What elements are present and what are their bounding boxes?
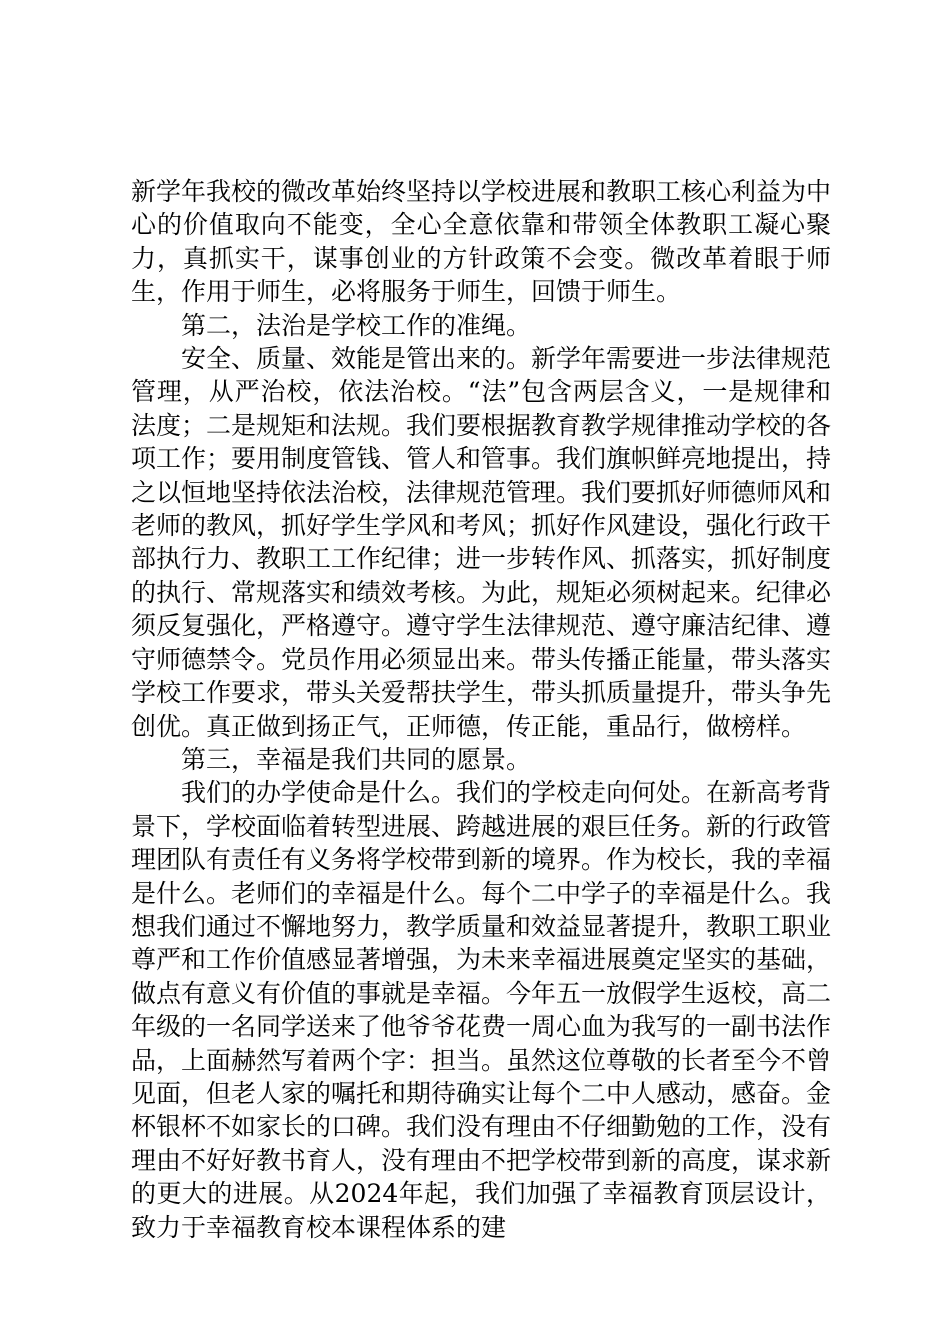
section-heading-3: 第三，幸福是我们共同的愿景。 xyxy=(181,744,532,774)
document-body xyxy=(131,175,831,1244)
paragraph-3: 我们的办学使命是什么。我们的学校走向何处。在新高考背景下，学校面临着转型进展、跨越进展的艰巨任务。新的行政管理团队有责任有义务将学校带到新的境界。作为校长，我的幸福是什么。老师们的幸福是什么。每个二中学子的幸福是什么。我想我们通过不懈地努力，教学质量和效益显著提升，教职工职业尊严和工作价值感显著增强，为未来幸福进展奠定坚实的基础，做点有意义有价值的事就是幸福。今年五一放假学生返校，高二年级的一名同学送来了他爷爷花费一周心血为我写的一副书法作品，上面赫然写着两个字：担当。虽然这位尊敬的长者至今不曾见面，但老人家的嘱托和期待确实让每个二中人感动，感奋。金杯银杯不如家长的口碑。我们没有理由不仔细勤勉的工作，没有理由不好好教书育人，没有理由不把学校带到新的高度，谋求新的更大的进展。从2024年起，我们加强了幸福教育顶层设计，致力于幸福教育校本课程体系的建 xyxy=(131,778,832,1242)
paragraph-1: 新学年我校的微改革始终坚持以学校进展和教职工核心利益为中心的价值取向不能变，全心全意依靠和带领全体教职工凝心聚力，真抓实干，谋事创业的方针政策不会变。微改革着眼于师生，作用于师生，必将服务于师生，回馈于师生。 xyxy=(131,177,832,307)
paragraph-2: 安全、质量、效能是管出来的。新学年需要进一步法律规范管理，从严治校，依法治校。“法”包含两层含义，一是规律和法度；二是规矩和法规。我们要根据教育教学规律推动学校的各项工作；要用制度管钱、管人和管事。我们旗帜鲜亮地提出，持之以恒地坚持依法治校，法律规范管理。我们要抓好师德师风和老师的教风，抓好学生学风和考风；抓好作风建设，强化行政干部执行力、教职工工作纪律；进一步转作风、抓落实，抓好制度的执行、常规落实和绩效考核。为此，规矩必须树起来。纪律必须反复强化，严格遵守。遵守学生法律规范、遵守廉洁纪律、遵守师德禁令。党员作用必须显出来。带头传播正能量，带头落实学校工作要求，带头关爱帮扶学生，带头抓质量提升，带头争先创优。真正做到扬正气，正师德，传正能，重品行，做榜样。 xyxy=(131,344,832,741)
section-heading-2: 第二，法治是学校工作的准绳。 xyxy=(181,310,532,340)
